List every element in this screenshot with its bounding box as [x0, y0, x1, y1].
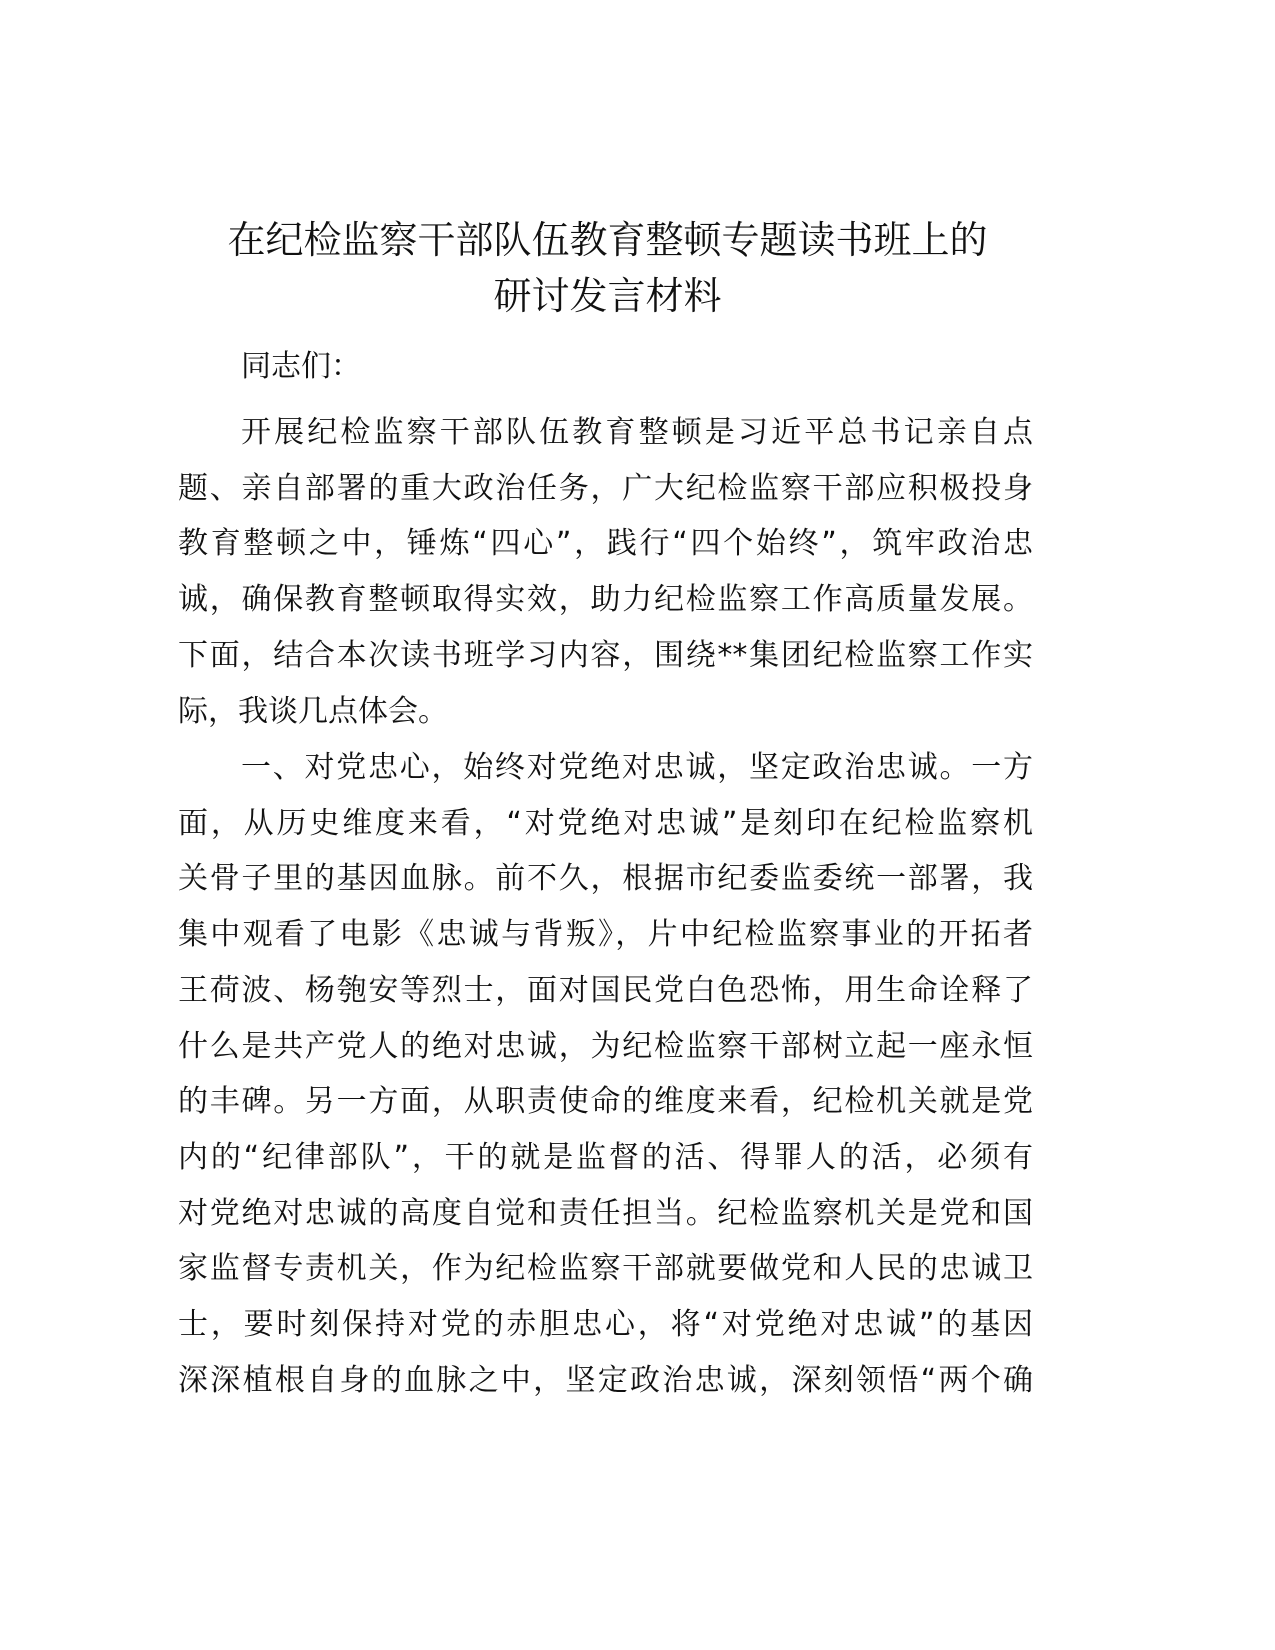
paragraph-2-line: 集中观看了电影《忠诚与背叛》，片中纪检监察事业的开拓者: [178, 917, 1033, 953]
title-line-2: 研讨发言材料: [493, 274, 722, 318]
paragraph-2-line: 王荷波、杨匏安等烈士，面对国民党白色恐怖，用生命诠释了: [178, 972, 1033, 1008]
paragraph-2-line: 关骨子里的基因血脉。前不久，根据市纪委监委统一部署，我: [178, 861, 1033, 897]
paragraph-2-line: 一、对党忠心，始终对党绝对忠诚，坚定政治忠诚。一方: [241, 750, 1033, 785]
paragraph-2-line: 深深植根自身的血脉之中，坚定政治忠诚，深刻领悟“两个确: [178, 1362, 1033, 1398]
paragraph-2-line: 面，从历史维度来看，“对党绝对忠诚”是刻印在纪检监察机: [178, 805, 1033, 841]
paragraph-1-line: 开展纪检监察干部队伍教育整顿是习近平总书记亲自点: [241, 415, 1033, 450]
paragraph-1-line: 题、亲自部署的重大政治任务，广大纪检监察干部应积极投身: [178, 470, 1033, 506]
paragraph-1-line: 诚，确保教育整顿取得实效，助力纪检监察工作高质量发展。: [178, 582, 1033, 618]
paragraph-2-line: 士，要时刻保持对党的赤胆忠心，将“对党绝对忠诚”的基因: [178, 1307, 1033, 1342]
paragraph-1-line: 际，我谈几点体会。: [178, 693, 448, 729]
paragraph-1-line: 下面，结合本次读书班学习内容，围绕**集团纪检监察工作实: [178, 637, 1033, 673]
paragraph-2-line: 内的“纪律部队”，干的就是监督的活、得罪人的活，必须有: [178, 1139, 1033, 1175]
paragraph-1-line: 教育整顿之中，锤炼“四心”，践行“四个始终”，筑牢政治忠: [178, 526, 1033, 562]
salutation: 同志们：: [241, 349, 361, 384]
paragraph-2-line: 对党绝对忠诚的高度自觉和责任担当。纪检监察机关是党和国: [178, 1195, 1033, 1231]
paragraph-2-line: 什么是共产党人的绝对忠诚，为纪检监察干部树立起一座永恒: [178, 1028, 1033, 1064]
title-line-1: 在纪检监察干部队伍教育整顿专题读书班上的: [227, 218, 988, 262]
paragraph-2-line: 家监督专责机关，作为纪检监察干部就要做党和人民的忠诚卫: [178, 1251, 1033, 1287]
paragraph-2-line: 的丰碑。另一方面，从职责使命的维度来看，纪检机关就是党: [178, 1084, 1033, 1120]
